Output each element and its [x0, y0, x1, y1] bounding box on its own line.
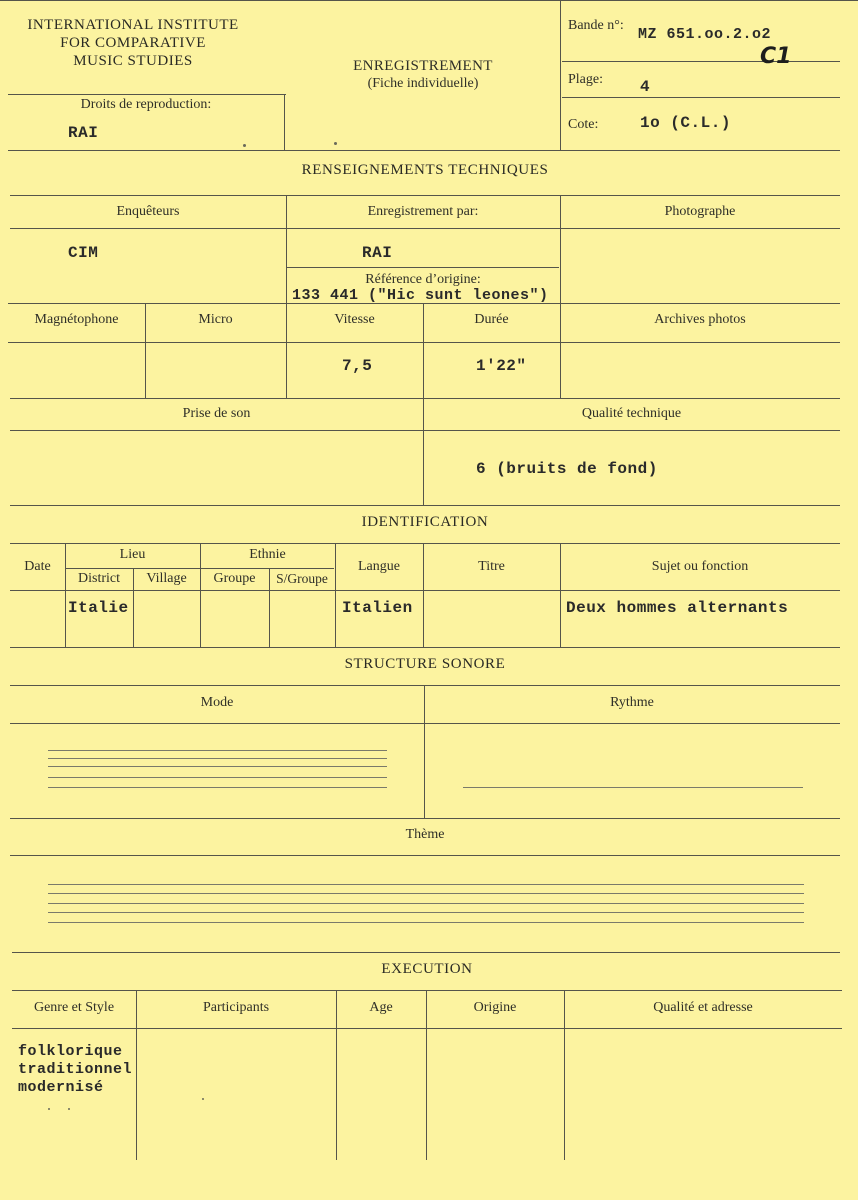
- institute-line-3: MUSIC STUDIES: [73, 53, 193, 69]
- qualite-adresse-label: Qualité et adresse: [653, 1000, 753, 1015]
- plage-label: Plage:: [568, 72, 603, 87]
- enregistrement-value: RAI: [362, 244, 393, 262]
- genre-value-3: modernisé: [18, 1079, 104, 1096]
- rule: [10, 647, 840, 648]
- institute-line-1: INTERNATIONAL INSTITUTE: [27, 17, 239, 33]
- form-title: ENREGISTREMENT: [353, 58, 493, 74]
- qualite-technique-value: 6 (bruits de fond): [476, 460, 658, 478]
- rule: [562, 61, 840, 62]
- rule: [10, 723, 840, 724]
- writing-line: [48, 884, 804, 885]
- rule: [10, 685, 840, 686]
- speck: [68, 1108, 70, 1110]
- identification-heading: IDENTIFICATION: [361, 514, 489, 530]
- rule: [562, 97, 840, 98]
- rule: [8, 342, 840, 343]
- structure-heading: STRUCTURE SONORE: [344, 656, 506, 672]
- enqueteurs-value: CIM: [68, 244, 99, 262]
- rule: [10, 818, 840, 819]
- age-label: Age: [369, 1000, 393, 1015]
- speck: [334, 142, 337, 145]
- writing-line: [48, 787, 387, 788]
- rule: [287, 267, 559, 268]
- archives-photos-label: Archives photos: [654, 312, 746, 327]
- rythme-label: Rythme: [610, 695, 654, 710]
- participants-label: Participants: [202, 1000, 270, 1015]
- qualite-technique-label: Qualité technique: [581, 406, 682, 421]
- genre-value-2: traditionnel: [18, 1061, 133, 1078]
- groupe-label: Groupe: [213, 571, 256, 586]
- bande-label: Bande n°:: [568, 18, 624, 33]
- plage-value: 4: [640, 78, 651, 96]
- rule: [0, 0, 858, 1]
- form-subtitle: (Fiche individuelle): [367, 76, 479, 91]
- genre-style-label: Genre et Style: [33, 1000, 115, 1015]
- rule: [10, 430, 840, 431]
- photographe-label: Photographe: [664, 204, 736, 219]
- cote-label: Cote:: [568, 117, 599, 132]
- writing-line: [48, 922, 804, 923]
- writing-line: [48, 777, 387, 778]
- writing-line: [48, 766, 387, 767]
- duree-value: 1'22": [476, 357, 527, 375]
- writing-line: [48, 912, 804, 913]
- rule: [10, 590, 840, 591]
- rule: [8, 94, 286, 95]
- date-label: Date: [24, 559, 51, 574]
- rule: [10, 505, 840, 506]
- writing-line: [48, 750, 387, 751]
- langue-value: Italien: [342, 599, 413, 617]
- rule: [12, 952, 840, 953]
- rule: [10, 195, 840, 196]
- writing-line: [463, 787, 803, 788]
- theme-label: Thème: [405, 827, 445, 842]
- district-label: District: [78, 571, 120, 586]
- bande-value: MZ 651.oo.2.o2: [638, 26, 772, 43]
- titre-label: Titre: [478, 559, 505, 574]
- langue-label: Langue: [358, 559, 400, 574]
- sujet-label: Sujet ou fonction: [651, 559, 749, 574]
- duree-label: Durée: [474, 312, 509, 327]
- enqueteurs-label: Enquêteurs: [116, 204, 180, 219]
- sgroupe-label: S/Groupe: [276, 571, 328, 586]
- cote-value: 1o (C.L.): [640, 114, 731, 132]
- rights-label: Droits de reproduction:: [80, 97, 212, 112]
- speck: [243, 144, 246, 147]
- institute-line-2: FOR COMPARATIVE: [60, 35, 206, 51]
- bande-handwritten-note: C1: [760, 44, 792, 69]
- writing-line: [48, 893, 804, 894]
- rule: [10, 228, 840, 229]
- speck: [48, 1108, 50, 1110]
- ethnie-label: Ethnie: [249, 547, 286, 562]
- enregistrement-label: Enregistrement par:: [367, 204, 479, 219]
- prise-de-son-label: Prise de son: [182, 406, 251, 421]
- writing-line: [48, 903, 804, 904]
- rule: [10, 543, 840, 544]
- rule: [10, 398, 840, 399]
- district-value: Italie: [68, 599, 129, 617]
- vitesse-value: 7,5: [342, 357, 373, 375]
- execution-heading: EXECUTION: [381, 961, 473, 977]
- vitesse-label: Vitesse: [334, 312, 375, 327]
- genre-value-1: folklorique: [18, 1043, 123, 1060]
- rule: [284, 94, 285, 150]
- technique-heading: RENSEIGNEMENTS TECHNIQUES: [301, 162, 549, 178]
- reference-value: 133 441 ("Hic sunt leones"): [292, 287, 549, 304]
- writing-line: [48, 758, 387, 759]
- institute-name: [8, 16, 258, 70]
- village-label: Village: [146, 571, 187, 586]
- rule: [560, 0, 561, 150]
- sujet-value: Deux hommes alternants: [566, 599, 789, 617]
- reference-label: Référence d’origine:: [365, 272, 481, 287]
- origine-label: Origine: [473, 1000, 517, 1015]
- mode-label: Mode: [200, 695, 234, 710]
- rule: [10, 855, 840, 856]
- speck: [202, 1098, 204, 1100]
- micro-label: Micro: [198, 312, 233, 327]
- lieu-label: Lieu: [119, 547, 146, 562]
- magnetophone-label: Magnétophone: [34, 312, 119, 327]
- rule: [8, 150, 840, 151]
- rights-value: RAI: [68, 124, 99, 142]
